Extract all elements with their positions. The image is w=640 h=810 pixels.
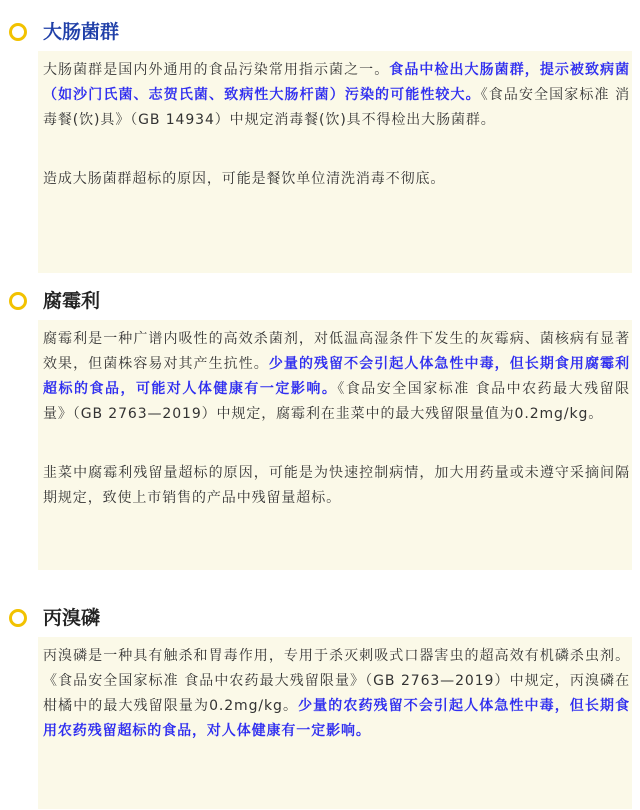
bullet-circle-icon: [9, 23, 27, 41]
bullet-circle-icon: [9, 609, 27, 627]
section-coliform: [0, 15, 640, 273]
text: 腐霉利是一种广谱内吸性的高效杀菌剂，对低温高湿条件下发生的灰霉病、菌核病有显著效果，但菌株容易对其产生抗性。: [43, 331, 630, 372]
section-header: [0, 284, 640, 320]
section-header: [0, 15, 640, 51]
paragraph: [43, 644, 632, 744]
paragraph: [43, 58, 632, 133]
content-box: [38, 320, 632, 570]
text: 《食品安全国家标准 消毒餐(饮)具》（GB 14934）中规定消毒餐(饮)具不得检出大肠菌群。: [43, 87, 630, 128]
bullet-circle-icon: [9, 292, 27, 310]
content-box: [38, 637, 632, 809]
section-profenofos: [0, 601, 640, 809]
section-header: [0, 601, 640, 637]
paragraph: 造成大肠菌群超标的原因，可能是餐饮单位清洗消毒不彻底。: [43, 171, 446, 187]
paragraph: 韭菜中腐霉利残留量超标的原因，可能是为快速控制病情，加大用药量或未遵守采摘间隔期规定，致使上市销售的产品中残留量超标。: [43, 465, 630, 506]
text: 丙溴磷是一种具有触杀和胃毒作用，专用于杀灭刺吸式口器害虫的超高效有机磷杀虫剂。《食品安全国家标准 食品中农药最大残留限量》（GB 2763—2019）中规定，丙溴磷在柑橘中的最大残留限量为0.2mg/kg。: [43, 648, 630, 714]
section-title: 大肠菌群: [43, 21, 120, 43]
text: 《食品安全国家标准 食品中农药最大残留限量》（GB 2763—2019）中规定，腐霉利在韭菜中的最大残留限量值为0.2mg/kg。: [43, 381, 630, 422]
section-procymidone: [0, 284, 640, 570]
content-box: [38, 51, 632, 273]
highlight-text: 少量的残留不会引起人体急性中毒，但长期食用腐霉利超标的食品，可能对人体健康有一定影响。: [43, 356, 630, 397]
section-title: 丙溴磷: [43, 607, 101, 629]
paragraph: [43, 327, 632, 427]
highlight-text: 食品中检出大肠菌群，提示被致病菌（如沙门氏菌、志贺氏菌、致病性大肠杆菌）污染的可能性较大。: [43, 62, 630, 103]
highlight-text: 少量的农药残留不会引起人体急性中毒，但长期食用农药残留超标的食品，对人体健康有一定影响。: [43, 698, 630, 739]
section-title: 腐霉利: [43, 290, 101, 312]
text: 大肠菌群是国内外通用的食品污染常用指示菌之一。: [43, 62, 390, 78]
